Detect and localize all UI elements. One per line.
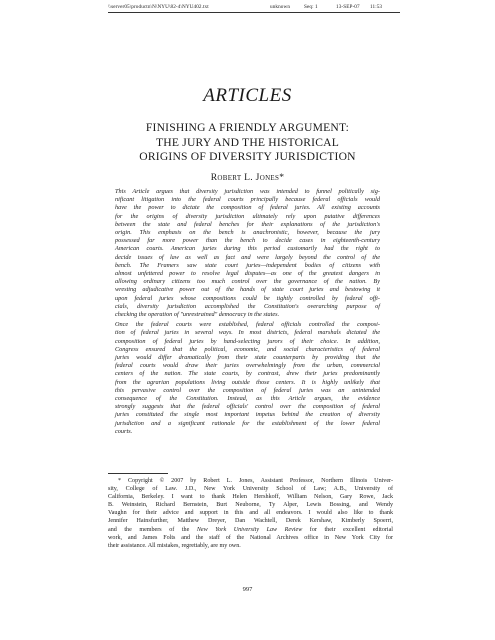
- abstract-paragraph: [115, 321, 380, 436]
- abstract-line: decide issues of law as well as fact and were largely beyond the control of the: [115, 253, 380, 261]
- footnote-line: work, and James Folts and the staff of the National Archives office in New York City for: [108, 534, 393, 541]
- footnote-line: * Copyright © 2007 by Robert L. Jones, Assistant Professor, Northern Illinois Univer-: [118, 478, 393, 484]
- abstract-line: from the agrarian populations living outside those centers. It is highly unlikely that: [115, 378, 380, 386]
- abstract-line: strongly suggests that the federal officials' control over the composition of federal: [115, 403, 380, 411]
- abstract-line: composition of federal juries by hand-selecting jurors of their choice. In addition,: [115, 337, 380, 345]
- abstract-line: jurisdiction and a significant rationale for the establishment of the lower federal: [115, 419, 380, 427]
- footnote-line: [108, 526, 393, 534]
- abstract-line: nificant litigation into the federal courts principally because federal officials would: [115, 196, 380, 204]
- abstract-line: possessed far more power than the bench to decide cases in eighteenth-century: [115, 237, 380, 245]
- abstract-line: wresting adjudicative power out of the hands of state court juries and bestowing it: [115, 286, 380, 294]
- footnote-line: their assistance. All mistakes, regrettably, are my own.: [108, 542, 241, 549]
- abstract-line: Congress ensured that the political, economic, and social characteristics of federal: [115, 345, 380, 353]
- abstract-line: this pervasive control over the composition of federal juries was an unintended: [115, 386, 380, 394]
- author-byline: Robert L. Jones*: [210, 172, 285, 183]
- abstract-line: between the state and federal benches for their explanations of the jurisdiction's: [115, 220, 380, 228]
- title-line: ORIGINS OF DIVERSITY JURISDICTION: [139, 150, 356, 163]
- footnote-line: California, Berkeley. I want to thank Helen Hershkoff, William Nelson, Gary Rowe, Jack: [108, 494, 393, 501]
- abstract-paragraph: [115, 188, 380, 319]
- abstract-line: bench. The Framers saw state court juries—independent bodies of citizens with: [115, 261, 380, 269]
- abstract-line: This Article argues that diversity jurisdiction was intended to funnel politically sig-: [115, 188, 380, 195]
- abstract-line: courts.: [115, 427, 133, 435]
- abstract: [115, 188, 380, 436]
- abstract-line: origin. This emphasis on the bench is anachronistic, however, because the jury: [115, 229, 380, 237]
- abstract-line: checking the operation of "unrestrained" democracy in the states.: [115, 311, 280, 319]
- abstract-line: juries constituted the single most important impetus behind the creation of diversity: [115, 411, 380, 419]
- header-date: 13-SEP-07: [336, 4, 360, 10]
- abstract-line: Once the federal courts were established, federal officials controlled the composi-: [115, 321, 380, 329]
- abstract-line: allowing ordinary citizens too much control over the governance of the nation. By: [115, 278, 380, 286]
- abstract-line: consequence of the Constitution. Instead, as this Article argues, the evidence: [115, 395, 380, 403]
- footnote-line: B. Weinstein, Richard Bernstein, Burt Neuborne, Ty Alper, Lewis Bossing, and Wendy: [108, 502, 393, 509]
- abstract-line: juries would differ dramatically from their state counterparts by providing that the: [115, 354, 380, 362]
- title-line: FINISHING A FRIENDLY ARGUMENT:: [145, 121, 350, 134]
- abstract-line: American courts. American juries during this period customarily had the right to: [115, 245, 380, 253]
- footnote: [108, 477, 393, 550]
- title-line: THE JURY AND THE HISTORICAL: [156, 135, 339, 149]
- footnote-line: Vaughn for their advice and support in this and all endeavors. I would also like to thank: [108, 510, 393, 517]
- abstract-line: for the origins of diversity jurisdiction ultimately rely upon putative differences: [115, 212, 380, 220]
- journal-name: New York University Law Review: [196, 526, 303, 533]
- footnote-divider: [108, 473, 168, 474]
- abstract-line: cials, diversity jurisdiction accomplished the Constitution's overarching purpose of: [115, 302, 380, 310]
- abstract-line: almost unfettered power to resolve legal disputes—as one of the greatest dangers in: [115, 270, 380, 278]
- header-status: unknown: [270, 4, 291, 10]
- header-sequence: Seq: 1: [304, 4, 318, 10]
- header-time: 11:53: [370, 4, 383, 10]
- section-heading: ARTICLES: [203, 85, 292, 106]
- footnote-text: for their excellent editorial: [302, 526, 394, 533]
- page-number: 997: [242, 586, 253, 593]
- footnote-text: and the members of the: [108, 526, 197, 533]
- abstract-line: upon federal juries whose compositions could be tightly controlled by federal offi-: [115, 294, 380, 302]
- abstract-line: federal courts would draw their juries overwhelmingly from the urban, commercial: [115, 362, 380, 370]
- footnote-line: Jennifer Hainsfurther, Matthew Dreyer, Dan Wachtell, Derek Kershaw, Kimberly Spoerri,: [108, 518, 393, 525]
- footnote-line: sity, College of Law. J.D., New York University School of Law; A.B., University of: [108, 486, 393, 493]
- header-rule: [108, 12, 400, 13]
- abstract-line: tion of federal juries in several ways. In most districts, federal marshals dictated the: [115, 329, 380, 337]
- header-file-path: \\server05\productn\N\NYU\82-4\NYU402.txt: [108, 4, 209, 10]
- article-title: [0, 121, 495, 165]
- abstract-line: centers of the nation. The state courts, by contrast, drew their juries predominantly: [115, 370, 380, 378]
- abstract-line: have the power to dictate the composition of federal juries. All existing accounts: [115, 204, 380, 212]
